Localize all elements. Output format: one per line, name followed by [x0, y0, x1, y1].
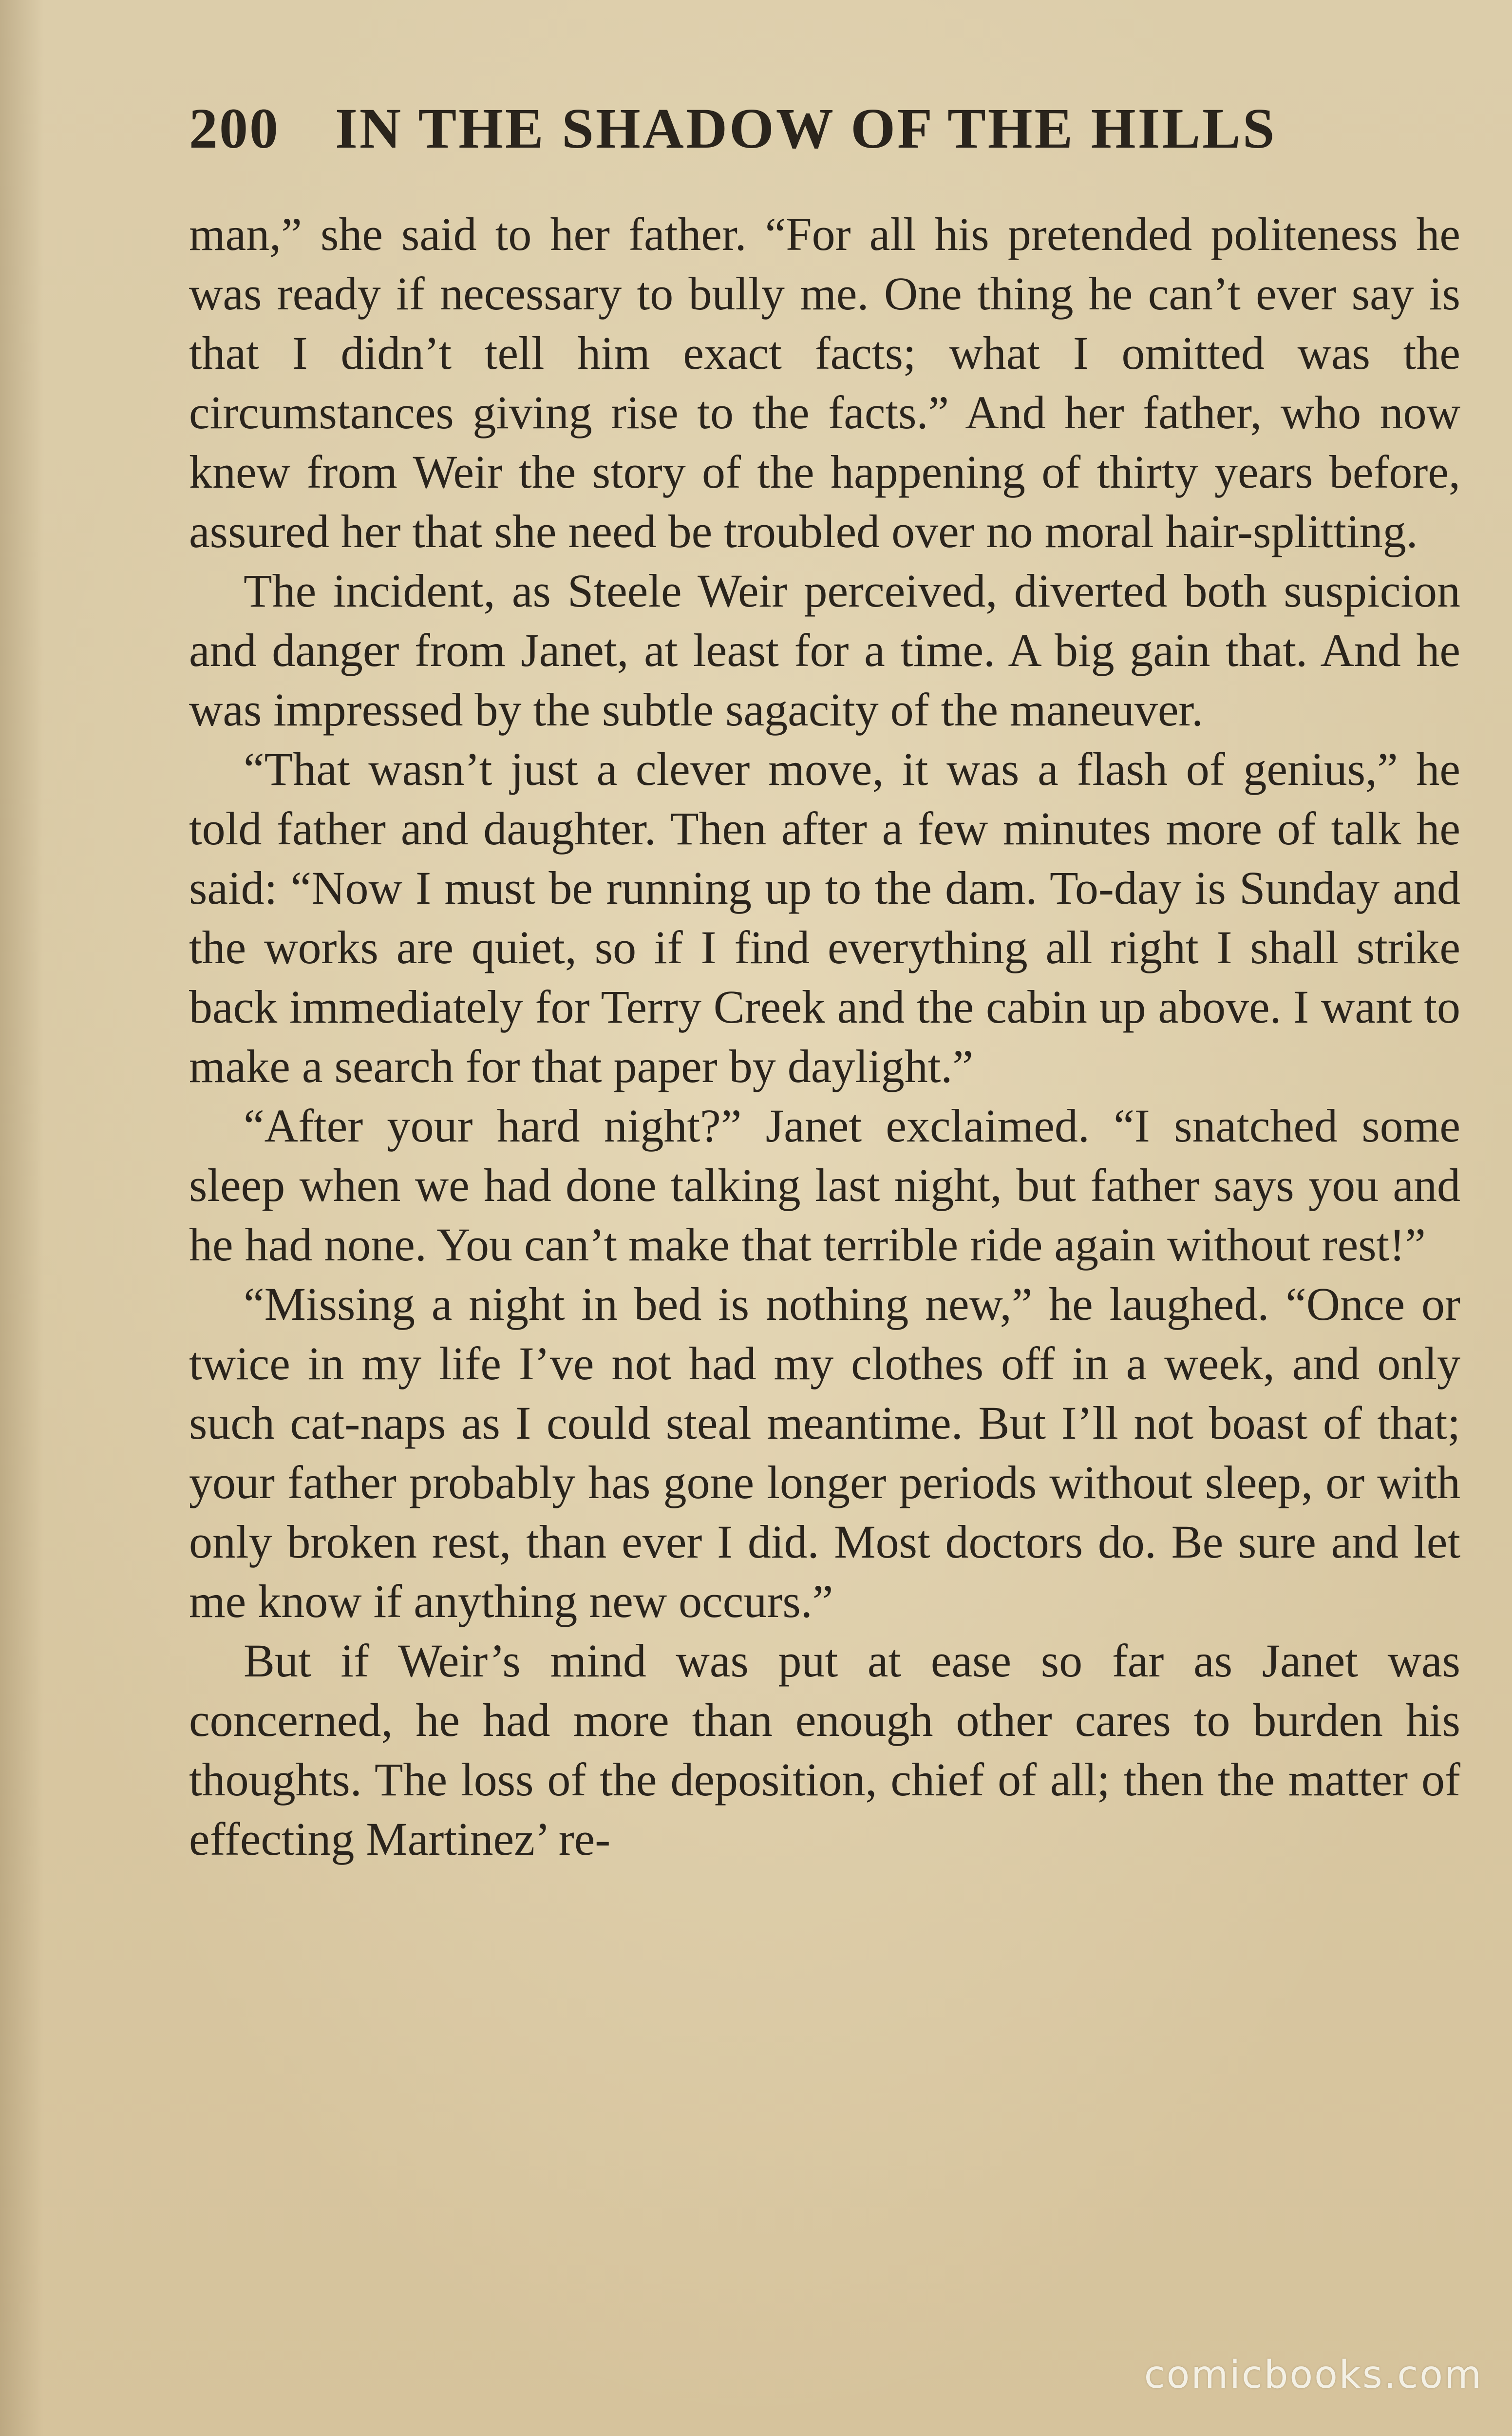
page-number: 200 [189, 96, 280, 160]
paragraph-continued: man,” she said to her father. “For all his pretended politeness he was ready if necessary to bully me. One thing he can’t ever say is that I didn’t tell him exact facts; what I omitted was the circumstances giving rise to the facts.” And her father, who now knew from Weir the story of the happening of thirty years before, assured her that she need be troubled over no moral hair-splitting. [189, 208, 1460, 557]
paragraph: But if Weir’s mind was put at ease so far as Janet was concerned, he had more than enough other cares to burden his thoughts. The loss of the deposition, chief of all; then the matter of effecting Martinez’ re- [189, 1635, 1460, 1865]
body-text [189, 205, 1460, 1869]
page-gutter-shadow [0, 0, 44, 2436]
paragraph: “Missing a night in bed is nothing new,” he laughed. “Once or twice in my life I’ve not had my clothes off in a week, and only such cat-naps as I could steal meantime. But I’ll not boast of that; your father probably has gone longer periods without sleep, or with only broken rest, than ever I did. Most doctors do. Be sure and let me know if anything new occurs.” [189, 1278, 1460, 1627]
watermark: comicbooks.com [1144, 2353, 1483, 2397]
running-title: IN THE SHADOW OF THE HILLS [335, 96, 1277, 160]
paragraph: “After your hard night?” Janet exclaimed. “I snatched some sleep when we had done talking last night, but father says you and he had none. You can’t make that terrible ride again without rest!” [189, 1100, 1460, 1271]
running-header [189, 95, 1455, 173]
paragraph: “That wasn’t just a clever move, it was a flash of genius,” he told father and daughter. Then after a few minutes more of talk he said: “Now I must be running up to the dam. To-day is Sunday and the works are quiet, so if I find everything all right I shall strike back immediately for Terry Creek and the cabin up above. I want to make a search for that paper by daylight.” [189, 743, 1460, 1092]
paragraph: The incident, as Steele Weir perceived, diverted both suspicion and danger from Janet, at least for a time. A big gain that. And he was impressed by the subtle sagacity of the maneuver. [189, 565, 1460, 736]
